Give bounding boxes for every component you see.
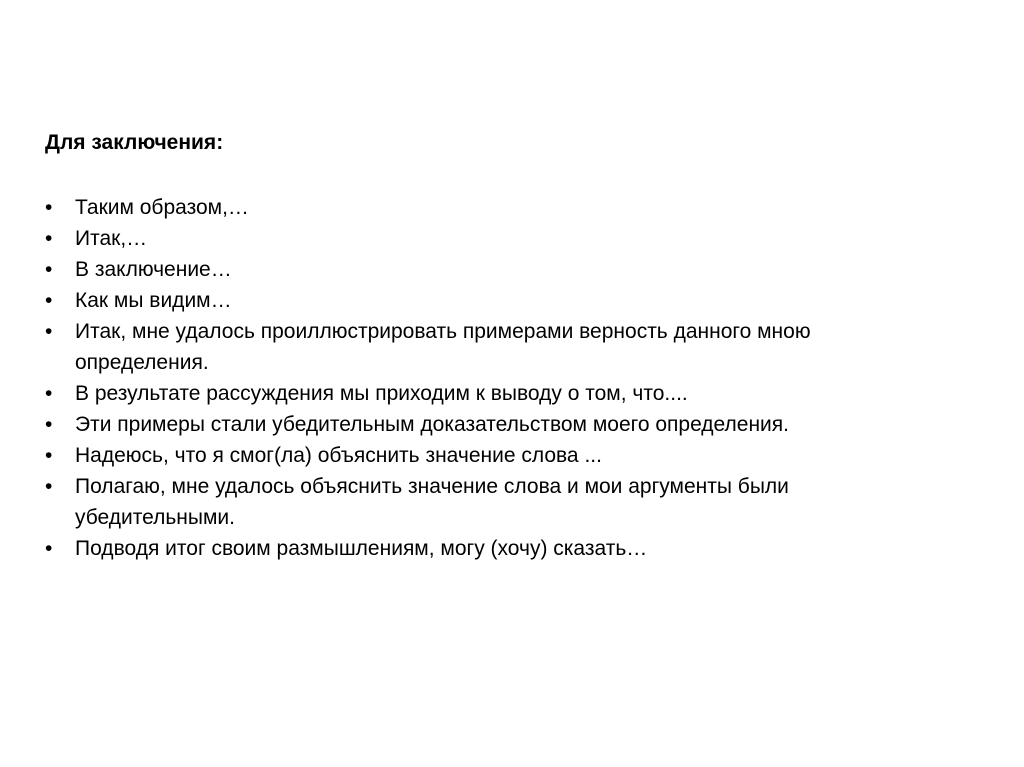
bullet-icon: • [45, 413, 53, 436]
list-item-text: Надеюсь, что я смог(ла) объяснить значение слова ... [75, 444, 602, 467]
bullet-icon: • [45, 196, 53, 219]
list-item [45, 378, 835, 409]
list-item-text: Как мы видим… [75, 289, 232, 312]
bullet-icon: • [45, 258, 53, 281]
list-item [45, 533, 835, 564]
list-item-text: Эти примеры стали убедительным доказательством моего определения. [75, 413, 789, 436]
slide-content [45, 128, 945, 564]
list-item-text: Итак,… [75, 227, 148, 250]
slide-heading: Для заключения: [45, 131, 224, 154]
list-item [45, 223, 835, 254]
list-item [45, 192, 835, 223]
bullet-icon: • [45, 537, 53, 560]
list-item [45, 285, 835, 316]
list-item-text: В результате рассуждения мы приходим к выводу о том, что.... [75, 382, 688, 405]
list-item [45, 316, 835, 378]
bullet-icon: • [45, 475, 53, 498]
list-item [45, 471, 835, 533]
list-item-text: Итак, мне удалось проиллюстрировать примерами верность данного мною определения. [75, 320, 811, 374]
bullet-list [45, 192, 945, 564]
list-item [45, 409, 835, 440]
list-item-text: Подводя итог своим размышлениям, могу (хочу) сказать… [75, 537, 648, 560]
bullet-icon: • [45, 320, 53, 343]
bullet-icon: • [45, 444, 53, 467]
list-item-text: Таким образом,… [75, 196, 249, 219]
list-item-text: В заключение… [75, 258, 232, 281]
list-item-text: Полагаю, мне удалось объяснить значение слова и мои аргументы были убедительными. [75, 475, 789, 529]
list-item [45, 254, 835, 285]
bullet-icon: • [45, 227, 53, 250]
bullet-icon: • [45, 382, 53, 405]
list-item [45, 440, 835, 471]
bullet-icon: • [45, 289, 53, 312]
